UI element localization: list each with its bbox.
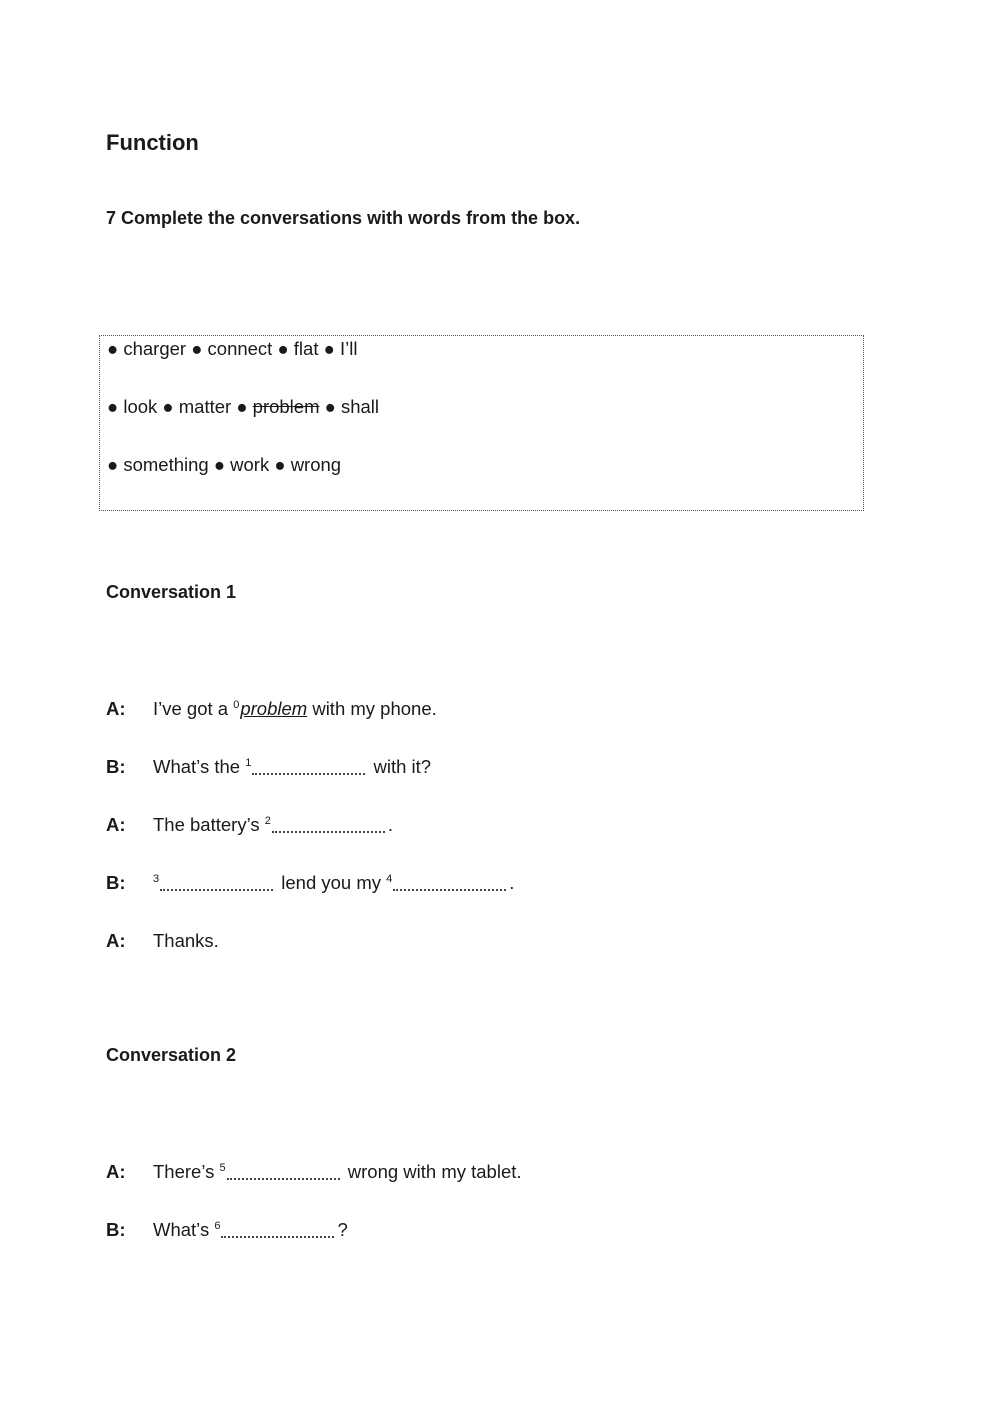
word-box-line-1 — [107, 338, 357, 360]
word-flat: flat — [293, 338, 319, 359]
conversation-1-line-4 — [106, 872, 514, 894]
word-matter: matter — [178, 396, 232, 417]
gap-number: 3 — [153, 873, 160, 885]
line-text: with it? — [368, 756, 432, 777]
conversation-1-title: Conversation 1 — [106, 582, 237, 602]
answer-gap-4[interactable] — [393, 873, 506, 891]
example-answer: problem — [240, 698, 308, 719]
speaker-label: B: — [106, 1219, 126, 1240]
bullet: ● — [213, 454, 226, 475]
line-text: . — [509, 872, 515, 893]
line-text: lend you my — [276, 872, 387, 893]
conversation-2-line-2 — [106, 1219, 348, 1241]
bullet: ● — [236, 396, 248, 417]
gap-number: 5 — [219, 1162, 226, 1174]
line-text: I’ve got a — [153, 698, 234, 719]
bullet: ● — [162, 396, 174, 417]
conversation-1-line-3 — [106, 814, 393, 836]
line-text: ? — [337, 1219, 348, 1240]
speaker-label: B: — [106, 872, 126, 893]
bullet: ● — [107, 396, 119, 417]
exercise-instruction: 7 Complete the conversations with words from the box. — [106, 208, 581, 228]
word-ill: I’ll — [339, 338, 358, 359]
gap-number: 0 — [233, 699, 240, 711]
conversation-1-line-5 — [106, 930, 219, 952]
speaker-label: A: — [106, 930, 126, 951]
gap-number: 2 — [264, 815, 271, 827]
answer-gap-3[interactable] — [160, 873, 273, 891]
bullet: ● — [191, 338, 203, 359]
speaker-label: A: — [106, 1161, 126, 1182]
word-shall: shall — [340, 396, 380, 417]
word-box-line-2 — [107, 396, 379, 418]
gap-number: 4 — [386, 873, 393, 885]
conversation-2-title: Conversation 2 — [106, 1045, 237, 1065]
answer-gap-2[interactable] — [272, 815, 385, 833]
bullet: ● — [107, 338, 119, 359]
bullet: ● — [107, 454, 119, 475]
line-text: What’s the — [153, 756, 246, 777]
word-look: look — [123, 396, 158, 417]
line-text: The battery’s — [153, 814, 265, 835]
bullet: ● — [323, 338, 335, 359]
word-connect: connect — [207, 338, 273, 359]
word-charger: charger — [123, 338, 187, 359]
answer-gap-5[interactable] — [227, 1162, 340, 1180]
gap-number: 6 — [214, 1220, 221, 1232]
speaker-label: B: — [106, 756, 126, 777]
bullet: ● — [277, 338, 289, 359]
line-text: wrong with my tablet. — [342, 1161, 522, 1182]
word-work: work — [230, 454, 270, 475]
conversation-2-line-1 — [106, 1161, 522, 1183]
line-text: There’s — [153, 1161, 220, 1182]
conversation-1-line-2 — [106, 756, 431, 778]
answer-gap-6[interactable] — [221, 1220, 334, 1238]
word-box-line-3 — [107, 454, 341, 476]
conversation-1-line-1 — [106, 698, 437, 720]
word-box — [99, 335, 864, 511]
bullet: ● — [274, 454, 286, 475]
bullet: ● — [324, 396, 336, 417]
word-something: something — [123, 454, 209, 475]
line-text: What’s — [153, 1219, 215, 1240]
line-text: Thanks. — [153, 930, 219, 951]
word-wrong: wrong — [290, 454, 342, 475]
answer-gap-1[interactable] — [252, 757, 365, 775]
word-problem-crossed: problem — [252, 396, 320, 417]
speaker-label: A: — [106, 698, 126, 719]
gap-number: 1 — [245, 757, 252, 769]
line-text: . — [387, 814, 394, 835]
line-text: with my phone. — [307, 698, 437, 719]
speaker-label: A: — [106, 814, 126, 835]
section-heading: Function — [106, 130, 199, 155]
